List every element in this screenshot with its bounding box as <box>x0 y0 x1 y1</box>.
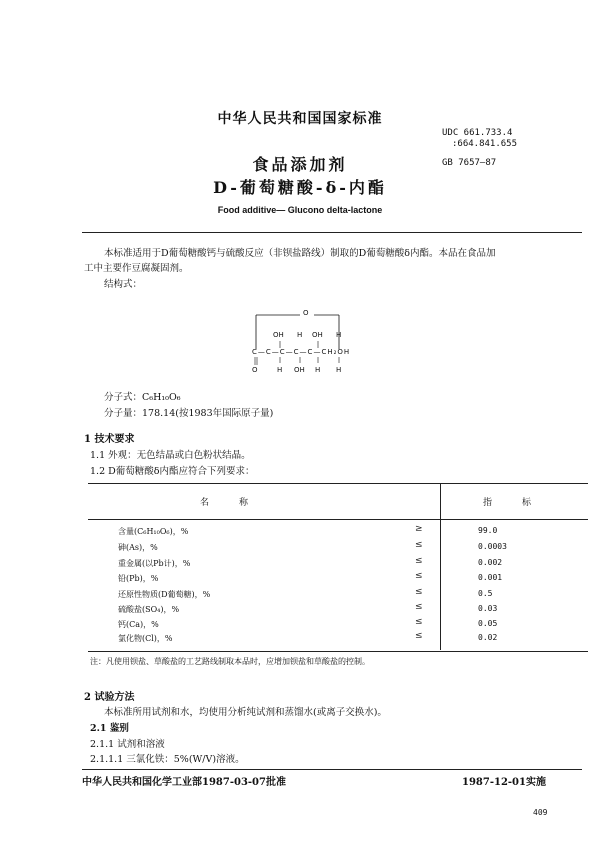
carbon-chain: C—C—C—C—C—CH₂OH <box>252 348 351 356</box>
section-1-title: 1 技术要求 <box>84 434 135 445</box>
table-row-value: 0.05 <box>478 619 498 628</box>
table-row-value: 0.002 <box>478 558 503 567</box>
section-1-2: 1.2 D葡萄糖酸δ内酯应符合下列要求： <box>90 466 255 477</box>
section-2-para: 本标准所用试剂和水，均使用分析纯试剂和蒸馏水(或离子交换水)。 <box>104 707 387 718</box>
header-name: 名称 <box>200 498 279 508</box>
table-row-value: 0.001 <box>478 573 503 582</box>
oh-top-1: OH <box>273 331 284 339</box>
table-row-operator: ≤ <box>415 556 423 566</box>
table-note: 注：凡使用钡盐、草酸盐的工艺路线制取本品时，应增加钡盐和草酸盐的控制。 <box>90 657 370 666</box>
table-row-label: 铅(Pb)，% <box>118 574 159 583</box>
section-2-1: 2.1 鉴别 <box>90 723 129 734</box>
english-title: Food additive— Glucono delta-lactone <box>217 205 383 215</box>
table-row-value: 99.0 <box>478 526 498 535</box>
table-row-label: 含量(C₆H₁₀O₆)，% <box>118 527 189 536</box>
structural-formula <box>240 305 400 385</box>
section-2-1-1-1: 2.1.1.1 三氯化铁：5%(W/V)溶液。 <box>90 754 245 765</box>
table-row-operator: ≥ <box>415 524 423 534</box>
table-row-operator: ≤ <box>415 540 423 550</box>
table-row-value: 0.03 <box>478 604 498 613</box>
bottom-rule <box>82 769 582 770</box>
document-title-line-1: 食品添加剂 <box>252 155 348 174</box>
udc-line-2: :664.841.655 <box>452 139 518 149</box>
udc-line-1: UDC 661.733.4 <box>442 128 513 138</box>
h-bottom-2: H <box>315 366 321 374</box>
table-row-value: 0.5 <box>478 589 493 598</box>
intro-line-2: 工中主要作豆腐凝固剂。 <box>84 263 189 274</box>
molecular-formula: 分子式：C₆H₁₀O₆ <box>104 392 181 403</box>
approval-line: 中华人民共和国化学工业部1987-03-07批准 <box>82 777 286 788</box>
table-row-value: 0.02 <box>478 633 498 642</box>
udc-code <box>442 128 517 150</box>
table-row-label: 砷(As)，% <box>118 543 158 552</box>
table-row-operator: ≤ <box>415 631 423 641</box>
table-row-operator: ≤ <box>415 587 423 597</box>
table-row-operator: ≤ <box>415 617 423 627</box>
section-1-1: 1.1 外观：无色结晶或白色粉状结晶。 <box>90 450 251 461</box>
spec-table-divider <box>440 483 441 650</box>
header-value: 指标 <box>483 498 562 508</box>
table-row-label: 氯化物(Cl)，% <box>118 634 173 643</box>
table-row-operator: ≤ <box>415 602 423 612</box>
h-bottom-1: H <box>277 366 283 374</box>
intro-line-1: 本标准适用于D葡萄糖酸钙与硫酸反应（非钡盐路线）制取的D葡萄糖酸δ内酯。本品在食品加 <box>104 248 496 259</box>
top-rule <box>82 232 582 233</box>
gb-code: GB 7657—87 <box>442 158 497 168</box>
table-row-value: 0.0003 <box>478 542 507 551</box>
implementation-date: 1987-12-01实施 <box>462 777 546 788</box>
table-row-label: 钙(Ca)，% <box>118 620 159 629</box>
oh-bottom: OH <box>294 366 305 374</box>
document-title-line-2: D-葡萄糖酸-δ-内酯 <box>213 178 387 197</box>
h-top-2: H <box>336 331 342 339</box>
table-row-label: 还原性物质(D葡萄糖)，% <box>118 590 211 599</box>
ring-oxygen: O <box>303 309 309 317</box>
section-2-title: 2 试验方法 <box>84 692 135 703</box>
molecular-weight: 分子量：178.14(按1983年国际原子量) <box>104 408 274 419</box>
h-top-1: H <box>297 331 303 339</box>
carbonyl-oxygen: O <box>252 366 258 374</box>
table-row-label: 重金属(以Pb计)，% <box>118 559 191 568</box>
structure-label: 结构式： <box>104 279 143 290</box>
table-row-operator: ≤ <box>415 571 423 581</box>
oh-top-2: OH <box>312 331 323 339</box>
table-row-label: 硫酸盐(SO₄)，% <box>118 605 180 614</box>
section-2-1-1: 2.1.1 试剂和溶液 <box>90 739 165 750</box>
org-title: 中华人民共和国国家标准 <box>217 111 383 127</box>
h-bottom-3: H <box>336 366 342 374</box>
page-number: 409 <box>533 808 548 817</box>
